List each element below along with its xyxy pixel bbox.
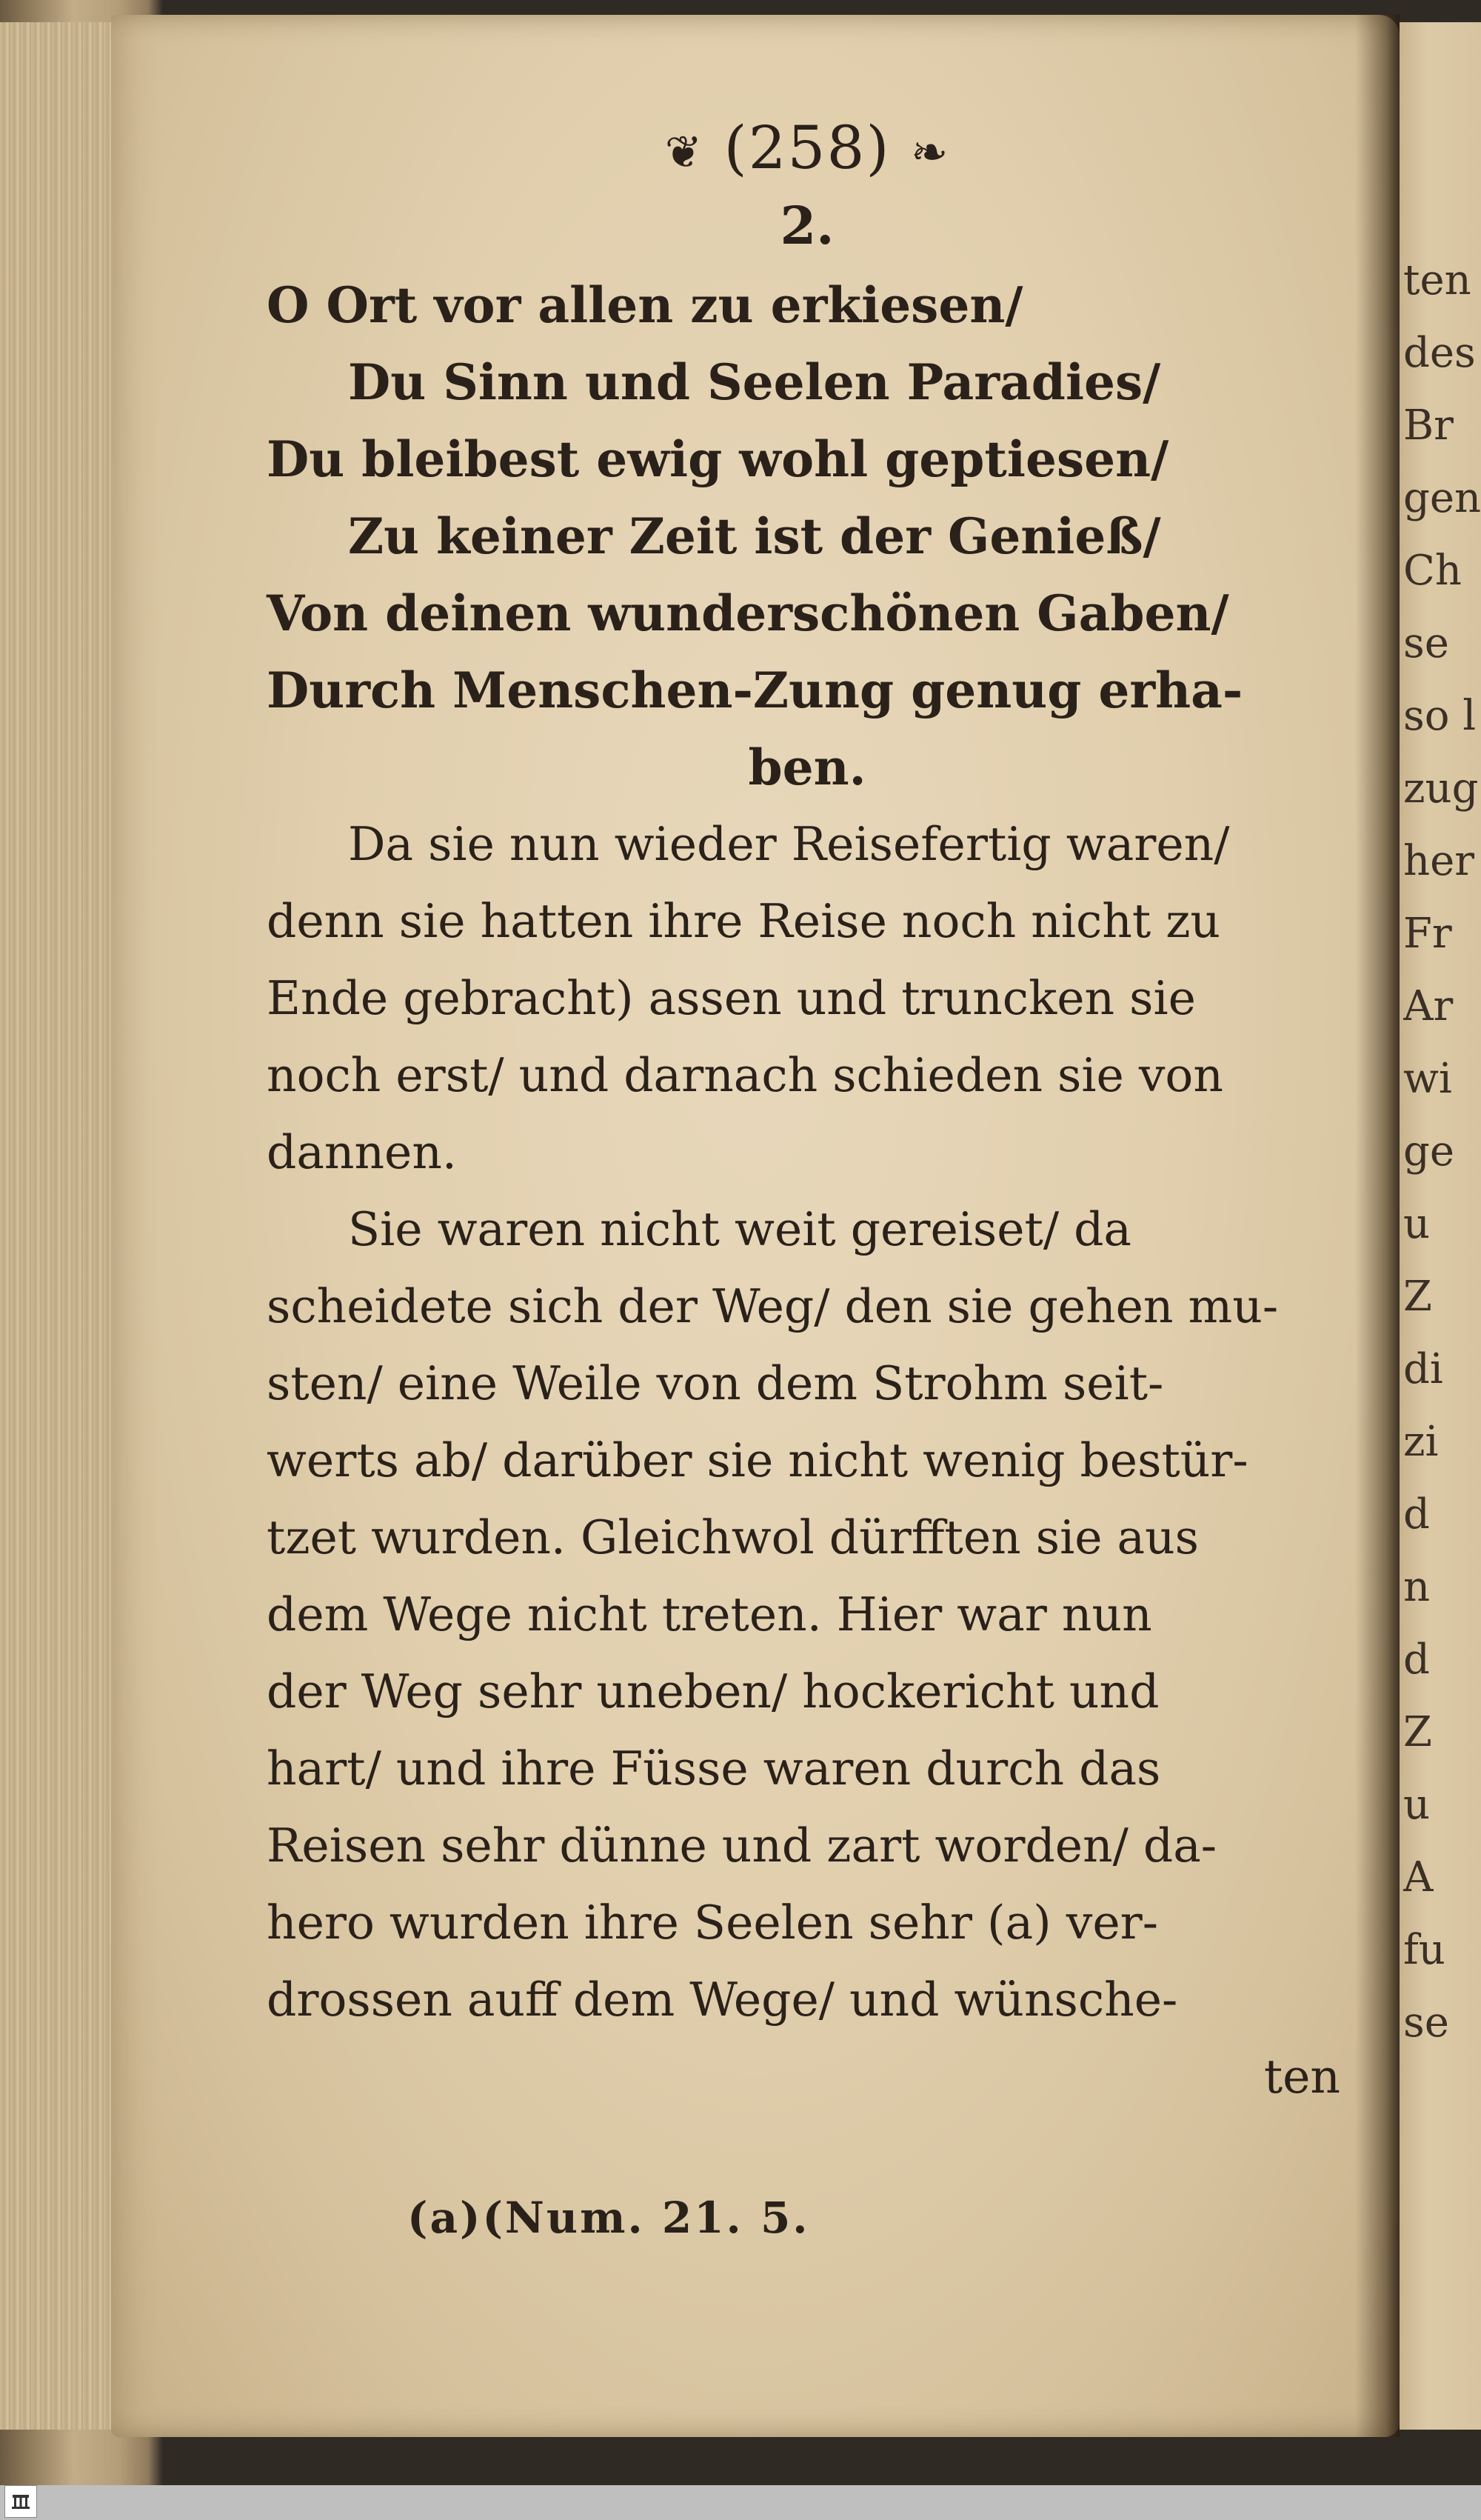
stanza-number: 2. [780, 195, 835, 256]
prose-line: sten/ eine Weile von dem Strohm seit- [267, 1356, 1164, 1410]
library-logo-mark [10, 2490, 32, 2513]
adjacent-page-fragment: zug [1403, 764, 1479, 813]
page-text [267, 111, 1348, 2116]
adjacent-page-fragment: u [1403, 1781, 1431, 1829]
adjacent-page-fragment: ten [1403, 256, 1471, 304]
verse-line: Du bleibest ewig wohl geptiesen/ [267, 430, 1169, 488]
adjacent-page-fragment: Z [1403, 1708, 1432, 1756]
ornament-right-icon: ❧ [911, 127, 950, 179]
prose-line: drossen auff dem Wege/ und wünsche- [267, 1973, 1178, 2027]
adjacent-page-fragment: her [1403, 837, 1474, 885]
adjacent-page-fragment: Ch [1403, 547, 1462, 595]
adjacent-page-fragment: ge [1403, 1127, 1454, 1176]
prose-line: dem Wege nicht treten. Hier war nun [267, 1587, 1152, 1641]
prose-line: denn sie hatten ihre Reise noch nicht zu [267, 894, 1220, 948]
adjacent-page-fragment: n [1403, 1563, 1431, 1611]
adjacent-page-fragment: d [1403, 1490, 1430, 1539]
paragraph-start: Da sie nun wieder Reisefertig waren/ [348, 817, 1230, 871]
adjacent-page-fragment: Ar [1403, 982, 1454, 1030]
verse-line: Durch Menschen-Zung genug erha- [267, 661, 1243, 719]
prose-line: hart/ und ihre Füsse waren durch das [267, 1741, 1161, 1796]
adjacent-page-fragment: se [1403, 619, 1449, 667]
verse-line-end: ben. [748, 739, 866, 796]
page-header [267, 111, 1348, 193]
adjacent-page-fragment: so l [1403, 692, 1477, 740]
footnote: (a)(Num. 21. 5. [407, 2193, 810, 2243]
prose-line: tzet wurden. Gleichwol dürfften sie aus [267, 1510, 1200, 1564]
verse-line: Von deinen wunderschönen Gaben/ [267, 584, 1229, 642]
verse-line-text: Zu keiner Zeit ist der Genieß/ [348, 507, 1161, 565]
prose-line: scheidete sich der Weg/ den sie gehen mu- [267, 1279, 1279, 1333]
adjacent-page-fragment: zi [1403, 1418, 1439, 1466]
adjacent-page-fragment: gen [1403, 474, 1481, 522]
prose-line: noch erst/ und darnach schieden sie von [267, 1048, 1223, 1102]
prose-line [267, 1191, 1348, 1268]
verse-line [267, 344, 1348, 421]
adjacent-page-text [1403, 244, 1481, 2059]
prose-line [267, 806, 1348, 883]
adjacent-page-fragment: Fr [1403, 910, 1452, 958]
verse-line: O Ort vor allen zu erkiesen/ [267, 276, 1023, 334]
prose-line: hero wurden ihre Seelen sehr (a) ver- [267, 1896, 1159, 1950]
library-logo-icon [4, 2485, 37, 2518]
prose-line: werts ab/ darüber sie nicht wenig bestür- [267, 1433, 1248, 1487]
paragraph-start: Sie waren nicht weit gereiset/ da [348, 1202, 1131, 1256]
adjacent-page-fragment: d [1403, 1636, 1430, 1684]
adjacent-page-fragment: A [1403, 1853, 1434, 1901]
page-number: (258) [723, 113, 891, 182]
prose-line: der Weg sehr uneben/ hockericht und [267, 1664, 1160, 1719]
prose-line: Reisen sehr dünne und zart worden/ da- [267, 1819, 1217, 1873]
adjacent-page-fragment: des [1403, 329, 1476, 377]
ornament-left-icon: ❦ [664, 127, 703, 179]
adjacent-page-fragment: se [1403, 1999, 1449, 2047]
adjacent-page-fragment: Z [1403, 1273, 1432, 1321]
catchword: ten [1263, 2050, 1340, 2104]
verse-line [267, 498, 1348, 575]
prose-line: dannen. [267, 1125, 457, 1179]
adjacent-page-fragment: wi [1403, 1055, 1452, 1103]
adjacent-page-fragment: u [1403, 1200, 1431, 1248]
prose-line: Ende gebracht) assen und truncken sie [267, 971, 1196, 1025]
book-gutter [1355, 15, 1400, 2437]
adjacent-page-fragment: Br [1403, 401, 1454, 450]
viewer-bottom-bar [0, 2485, 1481, 2520]
adjacent-page-fragment: di [1403, 1345, 1443, 1393]
adjacent-page-fragment: fu [1403, 1926, 1445, 1974]
verse-line-text: Du Sinn und Seelen Paradies/ [348, 353, 1161, 411]
